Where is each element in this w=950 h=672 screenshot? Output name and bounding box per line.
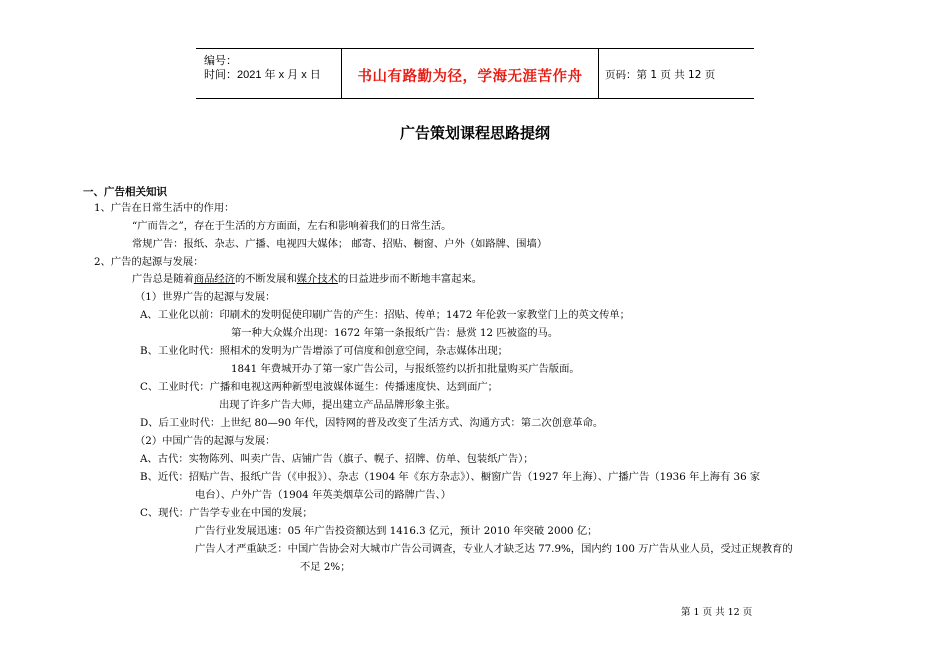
header-info-cell xyxy=(196,49,342,98)
body-text: 出现了许多广告大师，提出建立产品品牌形象主张。 xyxy=(219,399,456,411)
body-text: 广告总是随着商品经济的不断发展和媒介技术的日益进步而不断地丰富起来。 xyxy=(132,273,483,285)
document-time-label: 时间：2021 年 x 月 x 日 xyxy=(204,69,321,81)
body-text: 常规广告：报纸、杂志、广播、电视四大媒体； 邮寄、招贴、橱窗、户外（如路牌、围墙） xyxy=(132,238,548,250)
page-header xyxy=(196,48,754,99)
underlined-term: 媒介技术 xyxy=(296,273,338,285)
subsection-heading: （1）世界广告的起源与发展： xyxy=(135,291,276,303)
body-text: 广告人才严重缺乏：中国广告协会对大城市广告公司调查，专业人才缺乏达 77.9%，国内约 100 万广告从业人员，受过正规教育的 xyxy=(195,543,793,555)
underlined-term: 商品经济 xyxy=(193,273,235,285)
document-title: 广告策划课程思路提纲 xyxy=(399,124,550,142)
body-text: 不足 2%； xyxy=(300,561,351,573)
body-text: “广而告之”，存在于生活的方方面面，左右和影响着我们的日常生活。 xyxy=(132,220,452,232)
page-footer: 第 1 页 共 12 页 xyxy=(681,607,753,618)
header-page-cell xyxy=(599,49,754,98)
body-text: B、近代：招贴广告、报纸广告（《申报》）、杂志（1904 年《东方杂志》）、橱窗广告（1927 年上海）、广播广告（1936 年上海有 36 家 xyxy=(140,471,761,483)
body-text: D、后工业时代：上世纪 80—90 年代，因特网的普及改变了生活方式、沟通方式：第二次创意革命。 xyxy=(140,417,604,429)
item-heading: 2、广告的起源与发展： xyxy=(94,256,204,268)
body-text: 广告行业发展迅速：05 年广告投资额达到 1416.3 亿元，预计 2010 年突破 2000 亿； xyxy=(195,525,598,537)
section-heading: 一、广告相关知识 xyxy=(83,186,167,198)
item-heading: 1、广告在日常生活中的作用： xyxy=(94,202,235,214)
body-text: 第一种大众媒介出现：1672 年第一条报纸广告：悬赏 12 匹被盗的马。 xyxy=(231,327,559,339)
document-number-label: 编号： xyxy=(204,55,237,67)
body-text: A、工业化以前：印刷术的发明促使印刷广告的产生：招贴、传单；1472 年伦敦一家教堂门上的英文传单； xyxy=(140,309,630,321)
page-number-label: 页码：第 1 页 共 12 页 xyxy=(605,69,716,81)
body-text: B、工业化时代：照相术的发明为广告增添了可信度和创意空间，杂志媒体出现； xyxy=(140,345,508,357)
body-text: 电台）、户外广告（1904 年英美烟草公司的路牌广告、） xyxy=(195,489,452,501)
header-motto-cell xyxy=(342,49,599,98)
motto-text: 书山有路勤为径，学海无涯苦作舟 xyxy=(357,69,583,85)
body-text: C、工业时代：广播和电视这两种新型电波媒体诞生：传播速度快、达到面广； xyxy=(140,381,498,393)
body-text: 1841 年费城开办了第一家广告公司，与报纸签约以折扣批量购买广告版面。 xyxy=(231,363,580,375)
body-text: A、古代：实物陈列、叫卖广告、店铺广告（旗子、幌子、招牌、仿单、包装纸广告）； xyxy=(140,453,534,465)
body-text: C、现代：广告学专业在中国的发展； xyxy=(140,507,313,519)
subsection-heading: （2）中国广告的起源与发展： xyxy=(135,435,276,447)
